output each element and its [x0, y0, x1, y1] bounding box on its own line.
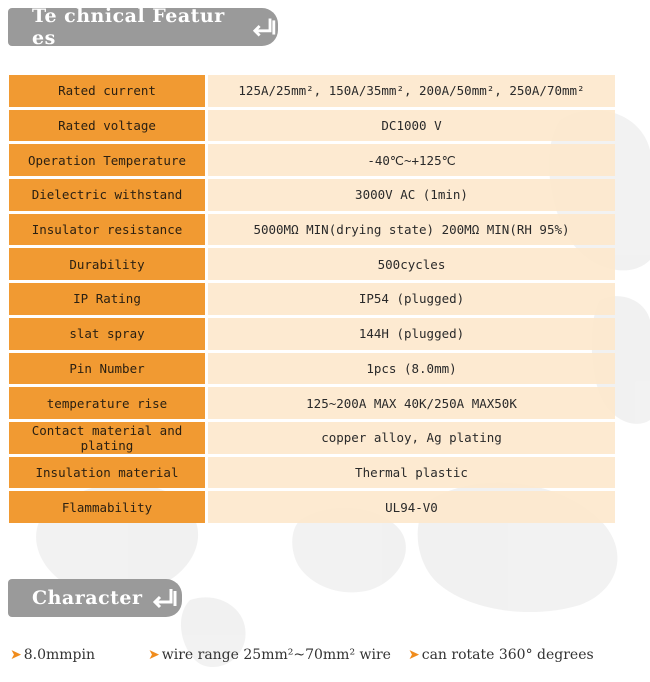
technical-features-header: [8, 5, 278, 49]
spec-value: copper alloy, Ag plating: [208, 422, 615, 454]
spec-label: Rated voltage: [9, 110, 208, 142]
spec-label: temperature rise: [9, 387, 208, 419]
technical-features-table: [9, 72, 615, 526]
arrow-bullet-icon: ➤: [408, 647, 420, 663]
spec-label: Contact material and plating: [9, 422, 208, 454]
arrow-bullet-icon: ➤: [148, 647, 160, 663]
list-item: [408, 647, 594, 663]
spec-value: 500cycles: [208, 248, 615, 280]
spec-value: 125~200A MAX 40K/250A MAX50K: [208, 387, 615, 419]
spec-value: UL94-V0: [208, 491, 615, 523]
spec-value: DC1000 V: [208, 110, 615, 142]
table-row: [9, 387, 615, 419]
list-item: [148, 647, 408, 663]
spec-value: 3000V AC (1min): [208, 179, 615, 211]
table-row: [9, 75, 615, 107]
spec-value: 144H (plugged): [208, 318, 615, 350]
table-row: [9, 422, 615, 454]
spec-value: -40℃~+125℃: [208, 144, 615, 176]
spec-value: 125A/25mm², 150A/35mm², 200A/50mm², 250A/70mm²: [208, 75, 615, 107]
spec-label: Operation Temperature: [9, 144, 208, 176]
spec-label: Rated current: [9, 75, 208, 107]
spec-label: Flammability: [9, 491, 208, 523]
spec-label: Pin Number: [9, 353, 208, 385]
spec-label: slat spray: [9, 318, 208, 350]
table-row: [9, 248, 615, 280]
table-row: [9, 353, 615, 385]
spec-value: 5000MΩ MIN(drying state) 200MΩ MIN(RH 95%): [208, 214, 615, 246]
technical-features-title: Te chnical Featur es: [32, 5, 225, 49]
corner-arrow-icon: [153, 587, 179, 609]
list-item: [10, 647, 148, 663]
table-row: [9, 144, 615, 176]
table-row: [9, 214, 615, 246]
spec-label: Dielectric withstand: [9, 179, 208, 211]
corner-arrow-icon: [253, 16, 278, 38]
feature-text: wire range 25mm²~70mm² wire: [161, 647, 391, 663]
table-row: [9, 457, 615, 489]
table-row: [9, 283, 615, 315]
character-title: Character: [32, 587, 143, 609]
table-row: [9, 110, 615, 142]
spec-label: IP Rating: [9, 283, 208, 315]
spec-label: Insulation material: [9, 457, 208, 489]
feature-text: can rotate 360° degrees: [421, 647, 594, 663]
table-row: [9, 491, 615, 523]
spec-label: Insulator resistance: [9, 214, 208, 246]
table-row: [9, 179, 615, 211]
spec-value: 1pcs (8.0mm): [208, 353, 615, 385]
feature-text: 8.0mmpin: [23, 647, 96, 663]
table-row: [9, 318, 615, 350]
spec-value: IP54 (plugged): [208, 283, 615, 315]
spec-label: Durability: [9, 248, 208, 280]
character-feature-list: [10, 643, 640, 667]
arrow-bullet-icon: ➤: [10, 647, 22, 663]
character-header: [8, 579, 182, 617]
spec-value: Thermal plastic: [208, 457, 615, 489]
